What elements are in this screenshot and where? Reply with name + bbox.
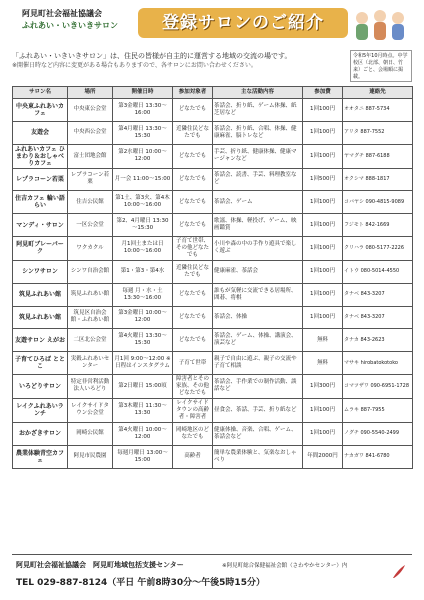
- table-row: [13, 236, 413, 260]
- cell-contact: オオタニ 887-5734: [343, 99, 413, 122]
- cell-contact: タナベ 843-3207: [343, 306, 413, 329]
- cell-contact: クリハラ 080-5177-2226: [343, 236, 413, 260]
- cell-activity: 茶話会、折り紙、ゲーム体操、紙芝居など: [213, 99, 303, 122]
- cell-fee: 1回100円: [303, 191, 343, 214]
- cell-schedule: 第1土、第3火、第4木 10:00～16:00: [113, 191, 173, 214]
- table-row: [13, 329, 413, 352]
- cell-target: どなたでも: [173, 283, 213, 306]
- cell-contact: ヤマグチ 887-6188: [343, 144, 413, 168]
- cell-activity: 茶話会、読書、手芸、料理教室など: [213, 168, 303, 191]
- salon-table: [12, 86, 413, 469]
- cell-place: 岡崎公民館: [68, 422, 113, 445]
- cell-target: どなたでも: [173, 191, 213, 214]
- cell-place: 阿見市民農園: [68, 445, 113, 468]
- cell-schedule: 第1・第3・第4水: [113, 260, 173, 283]
- intro-line: 「ふれあい・いきいきサロン」は、住民の皆様が自主的に運営する地域の交流の場です。: [12, 52, 292, 60]
- cell-fee: 1回500円: [303, 168, 343, 191]
- table-row: [13, 260, 413, 283]
- table-row: [13, 398, 413, 422]
- table-row: [13, 422, 413, 445]
- cell-place: レプラコーン若栗: [68, 168, 113, 191]
- header: [12, 6, 412, 50]
- cell-place: 実穀ふれあいセンター: [68, 352, 113, 375]
- cell-contact: イトウ 080-5014-4550: [343, 260, 413, 283]
- cell-place: 中央西公会堂: [68, 121, 113, 144]
- cell-activity: 昼食会、茶話、手芸、折り紙など: [213, 398, 303, 422]
- table-header-cell: 主な活動内容: [213, 87, 303, 99]
- table-header-cell: 連絡先: [343, 87, 413, 99]
- cell-target: 岡崎地区のどなたでも: [173, 422, 213, 445]
- cell-contact: ノグチ 090-5540-2499: [343, 422, 413, 445]
- cell-place: 中央東公会堂: [68, 99, 113, 122]
- cell-schedule: 第3木曜日 11:30～13:30: [113, 398, 173, 422]
- cell-contact: タナカ 843-2623: [343, 329, 413, 352]
- cell-place: シンワ自治会館: [68, 260, 113, 283]
- cell-place: 一区公会堂: [68, 214, 113, 237]
- cell-contact: コマツザワ 090-6951-1728: [343, 374, 413, 398]
- table-header-row: [13, 87, 413, 99]
- cell-fee: 1回100円: [303, 121, 343, 144]
- cell-activity: 親子で自由に遊ぶ、親子の交流や子育て相談: [213, 352, 303, 375]
- cell-activity: 簡単な農業体験と、気楽なおしゃべり: [213, 445, 303, 468]
- cell-target: 高齢者: [173, 445, 213, 468]
- cell-name: 友遊サロン えがお: [13, 329, 68, 352]
- cell-name: いろどりサロン: [13, 374, 68, 398]
- cell-fee: 1回100円: [303, 99, 343, 122]
- table-header-cell: 参加費: [303, 87, 343, 99]
- cell-fee: 1回100円: [303, 306, 343, 329]
- table-row: [13, 191, 413, 214]
- table-row: [13, 99, 413, 122]
- cell-fee: 1回300円: [303, 374, 343, 398]
- cell-place: 住吉公民館: [68, 191, 113, 214]
- feather-logo-icon: [390, 563, 408, 581]
- cell-fee: 1回100円: [303, 144, 343, 168]
- cell-name: 阿見町ブレーパーク: [13, 236, 68, 260]
- cell-schedule: 月1回 9:00～12:00 ※日程はインスタグラム: [113, 352, 173, 375]
- cell-name: レプラコーン若栗: [13, 168, 68, 191]
- table-header-cell: サロン名: [13, 87, 68, 99]
- table-row: [13, 445, 413, 468]
- cell-contact: ムラキ 887-7955: [343, 398, 413, 422]
- cell-schedule: 毎週月曜日 13:00～15:00: [113, 445, 173, 468]
- cell-activity: 健康麻雀、茶話会: [213, 260, 303, 283]
- cell-place: ワクカクル: [68, 236, 113, 260]
- cell-name: 農業体験青空カフェ: [13, 445, 68, 468]
- table-row: [13, 144, 413, 168]
- cell-place: 筑見区自治会館・ふれあい館: [68, 306, 113, 329]
- cell-contact: オクシマ 888-1817: [343, 168, 413, 191]
- cell-fee: 1回100円: [303, 398, 343, 422]
- cell-fee: 1回100円: [303, 422, 343, 445]
- cell-schedule: 第4月曜日 13:30～15:30: [113, 121, 173, 144]
- cell-fee: 無料: [303, 352, 343, 375]
- cell-activity: 茶話会、手作業での制作活動、談話など: [213, 374, 303, 398]
- cell-name: 友遊会: [13, 121, 68, 144]
- cell-contact: コバヤシ 090-4815-9089: [343, 191, 413, 214]
- cell-name: 子育てひろば ととこ: [13, 352, 68, 375]
- intro-note: ※開催日時など内容に変更がある場合もありますので、各サロンにお問い合わせください。: [12, 62, 257, 69]
- cell-contact: アリタ 887-7552: [343, 121, 413, 144]
- cell-fee: 1回100円: [303, 214, 343, 237]
- cell-fee: 1回100円: [303, 236, 343, 260]
- cell-place: レイクサイドタウン公会堂: [68, 398, 113, 422]
- cell-target: 障害者とその家族、その他どなたでも: [173, 374, 213, 398]
- cell-name: マンディ・サロン: [13, 214, 68, 237]
- cell-schedule: 月一会 11:00～15:00: [113, 168, 173, 191]
- cell-schedule: 月1回土または日 10:00～16:00: [113, 236, 173, 260]
- cell-activity: 歌謡、体操、軽投げ、ゲーム、映画鑑賞: [213, 214, 303, 237]
- cell-target: 子育て世帯: [173, 352, 213, 375]
- footer: [12, 554, 412, 592]
- cell-schedule: 毎週 月・水・土 13:30～16:00: [113, 283, 173, 306]
- cell-name: 筑見ふれあい館: [13, 283, 68, 306]
- cell-target: 近隣住民どなたでも: [173, 260, 213, 283]
- cell-name: シンワサロン: [13, 260, 68, 283]
- cell-target: どなたでも: [173, 329, 213, 352]
- cell-activity: 茶話会、ゲーム: [213, 191, 303, 214]
- subtitle: ふれあい・いきいきサロン: [22, 21, 118, 30]
- cell-activity: 誰もが気軽に交流できる居場所、囲碁、将棋: [213, 283, 303, 306]
- cell-place: 特定非営利活動法人いろどり: [68, 374, 113, 398]
- cell-name: 住吉カフェ 輪い語らい: [13, 191, 68, 214]
- table-row: [13, 121, 413, 144]
- cell-activity: 茶話会、ゲーム、体操、講演会、演芸など: [213, 329, 303, 352]
- cell-schedule: 第4火曜日 13:30～15:30: [113, 329, 173, 352]
- cell-target: どなたでも: [173, 306, 213, 329]
- cell-activity: 茶話会、体操: [213, 306, 303, 329]
- cell-fee: 1回100円: [303, 260, 343, 283]
- table-header-cell: 開催日時: [113, 87, 173, 99]
- footer-note: ※阿見町総合保健福祉会館（さわやかセンター）内: [222, 563, 348, 569]
- page-title: 登録サロンのご紹介: [138, 8, 348, 38]
- note-box: 令和5年10月時点。中学校区（北部、朝日、竹来）ごと、会場順に掲載。: [350, 50, 412, 82]
- cell-schedule: 第3金曜日 10:00～12:00: [113, 306, 173, 329]
- cell-name: 筑見ふれあい館: [13, 306, 68, 329]
- cell-target: どなたでも: [173, 144, 213, 168]
- cell-name: おかざきサロン: [13, 422, 68, 445]
- cell-activity: 茶話会、折り紙、合唱、体操、健康麻雀、脳トレなど: [213, 121, 303, 144]
- cell-contact: タナベ 843-3207: [343, 283, 413, 306]
- table-row: [13, 352, 413, 375]
- footer-org: 阿見町社会福祉協議会 阿見町地域包括支援センター: [16, 561, 184, 569]
- cell-target: 近隣住民どなたでも: [173, 121, 213, 144]
- cell-name: ふれあいカフェ ひまわり＆おしゃべりカフェ: [13, 144, 68, 168]
- cell-fee: 年間2000円: [303, 445, 343, 468]
- cell-activity: 小川や森の中の手作り遊具で楽しく遊ぶ: [213, 236, 303, 260]
- table-header-cell: 場所: [68, 87, 113, 99]
- cell-schedule: 第2日曜日 15:00頃: [113, 374, 173, 398]
- cell-contact: マサキ hirobatokotoko: [343, 352, 413, 375]
- cell-fee: 1回100円: [303, 283, 343, 306]
- cell-place: 筑見ふれあい館: [68, 283, 113, 306]
- cell-schedule: 第2、4月曜日 13:30～15:30: [113, 214, 173, 237]
- table-header-cell: 参加対象者: [173, 87, 213, 99]
- table-row: [13, 214, 413, 237]
- cell-contact: ナカガワ 841-6780: [343, 445, 413, 468]
- cell-schedule: 第2水曜日 10:00～12:00: [113, 144, 173, 168]
- cell-fee: 無料: [303, 329, 343, 352]
- table-row: [13, 168, 413, 191]
- table-row: [13, 283, 413, 306]
- cell-schedule: 第4火曜日 10:00～12:00: [113, 422, 173, 445]
- cell-name: レイクふれあいランチ: [13, 398, 68, 422]
- people-illustration-icon: [350, 6, 410, 46]
- cell-contact: フジモト 842-1669: [343, 214, 413, 237]
- cell-place: 二区北公会堂: [68, 329, 113, 352]
- table-row: [13, 374, 413, 398]
- footer-phone: TEL 029-887-8124（平日 午前8時30分～午後5時15分）: [16, 578, 265, 588]
- org-name: 阿見町社会福祉協議会: [22, 9, 102, 18]
- cell-activity: 手芸、折り紙、健康体操、健康マージャンなど: [213, 144, 303, 168]
- intro: [12, 52, 342, 70]
- cell-target: レイクサイドタウンの高齢者・障害者: [173, 398, 213, 422]
- cell-schedule: 第3金曜日 13:30～16:00: [113, 99, 173, 122]
- cell-target: どなたでも: [173, 168, 213, 191]
- cell-target: 子育て世帯、その他どなたでも: [173, 236, 213, 260]
- cell-activity: 健康体操、音楽、合唱、ゲーム、茶話会など: [213, 422, 303, 445]
- cell-target: どなたでも: [173, 214, 213, 237]
- cell-name: 中央東ふれあいカフェ: [13, 99, 68, 122]
- cell-place: 富士団地会館: [68, 144, 113, 168]
- cell-target: どなたでも: [173, 99, 213, 122]
- table-row: [13, 306, 413, 329]
